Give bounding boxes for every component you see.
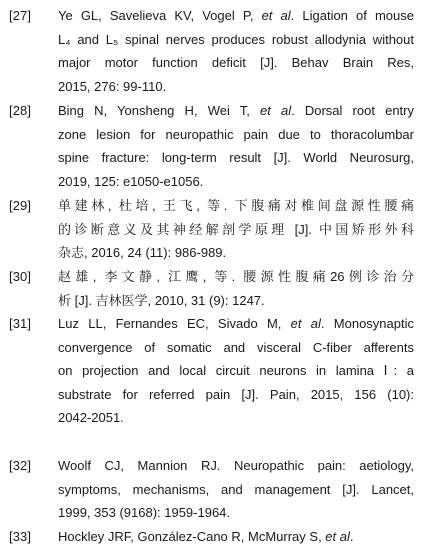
text-segment: . Monosynaptic bbox=[320, 316, 414, 331]
reference-number: [33] bbox=[9, 529, 32, 544]
reference-text bbox=[58, 525, 414, 549]
reference-line bbox=[58, 312, 414, 336]
reference-number: [27] bbox=[9, 8, 32, 23]
text-segment: Bing N, Yonsheng H, Wei T, bbox=[58, 103, 260, 118]
text-segment: 2019, 125: e1050-e1056. bbox=[58, 173, 204, 189]
text-segment: L₄ and L₅ spinal nerves produces robust allodynia without bbox=[58, 31, 414, 47]
reference-line bbox=[58, 123, 414, 147]
reference-text bbox=[58, 194, 414, 265]
reference-line bbox=[58, 454, 414, 478]
reference-number: [28] bbox=[9, 103, 32, 118]
reference-text bbox=[58, 99, 414, 193]
reference-text bbox=[58, 454, 414, 525]
text-segment: Ye GL, Savelieva KV, Vogel P, bbox=[58, 8, 262, 23]
et-al-italic: et al bbox=[290, 316, 321, 331]
reference-line bbox=[58, 170, 414, 194]
reference-text bbox=[58, 265, 414, 312]
reference-number: [29] bbox=[9, 198, 32, 213]
reference-line bbox=[58, 4, 414, 28]
reference-line bbox=[58, 501, 414, 525]
et-al-italic: et al bbox=[261, 8, 291, 23]
reference-line bbox=[58, 289, 414, 313]
reference-line bbox=[58, 241, 414, 265]
text-segment: 赵雄, 李文静, 江鹰, 等. 腰源性腹痛26例诊治分 bbox=[58, 269, 414, 284]
reference-line bbox=[58, 218, 414, 242]
reference-line bbox=[58, 99, 414, 123]
reference-number: [31] bbox=[9, 316, 32, 331]
reference-number: [30] bbox=[9, 269, 32, 284]
et-al-italic: et al bbox=[260, 103, 292, 118]
text-segment: spine fracture: long-term result [J]. World Neurosurg, bbox=[58, 150, 414, 165]
reference-line bbox=[58, 265, 414, 289]
reference-text bbox=[58, 4, 414, 98]
text-segment: 析 [J]. 吉林医学, 2010, 31 (9): 1247. bbox=[58, 292, 265, 308]
reference-number: [32] bbox=[9, 458, 32, 473]
reference-line bbox=[58, 146, 414, 170]
reference-line bbox=[58, 51, 414, 75]
text-segment: substrate for referred pain [J]. Pain, 2015, 156 (10): bbox=[58, 386, 414, 402]
text-segment: 2042-2051. bbox=[58, 410, 124, 425]
reference-line bbox=[58, 28, 414, 52]
reference-text bbox=[58, 312, 414, 430]
reference-line bbox=[58, 478, 414, 502]
reference-line bbox=[58, 525, 414, 549]
text-segment: convergence of somatic and visceral C-fiber afferents bbox=[58, 339, 414, 355]
text-segment: Hockley JRF, González-Cano R, McMurray S, bbox=[58, 529, 326, 544]
reference-line bbox=[58, 406, 414, 430]
text-segment: on projection and local circuit neurons in lamina Ⅰ: a bbox=[58, 363, 414, 378]
reference-line bbox=[58, 194, 414, 218]
reference-line bbox=[58, 359, 414, 383]
text-segment: Woolf CJ, Mannion RJ. Neuropathic pain: aetiology, bbox=[58, 458, 414, 473]
text-segment: . Dorsal root entry bbox=[291, 103, 414, 118]
text-segment: 杂志, 2016, 24 (11): 986-989. bbox=[58, 245, 227, 260]
et-al-italic: et al bbox=[325, 529, 350, 544]
reference-line bbox=[58, 383, 414, 407]
reference-line bbox=[58, 75, 414, 99]
text-segment: 2015, 276: 99-110. bbox=[58, 78, 167, 94]
text-segment: 单建林, 杜培, 王飞, 等. 下腹痛对椎间盘源性腰痛 bbox=[58, 198, 414, 213]
text-segment: 的诊断意义及其神经解剖学原理 [J]. 中国矫形外科 bbox=[58, 221, 414, 237]
reference-line bbox=[58, 336, 414, 360]
text-segment: zone lesion for neuropathic pain due to thoracolumbar bbox=[58, 126, 414, 142]
text-segment: 1999, 353 (9168): 1959-1964. bbox=[58, 505, 231, 520]
text-segment: Luz LL, Fernandes EC, Sivado M, bbox=[58, 316, 291, 331]
text-segment: major motor function deficit [J]. Behav Brain Res, bbox=[58, 55, 414, 70]
text-segment: . bbox=[349, 529, 354, 544]
text-segment: . Ligation of mouse bbox=[290, 8, 414, 23]
text-segment: symptoms, mechanisms, and management [J]. Lancet, bbox=[58, 481, 414, 497]
